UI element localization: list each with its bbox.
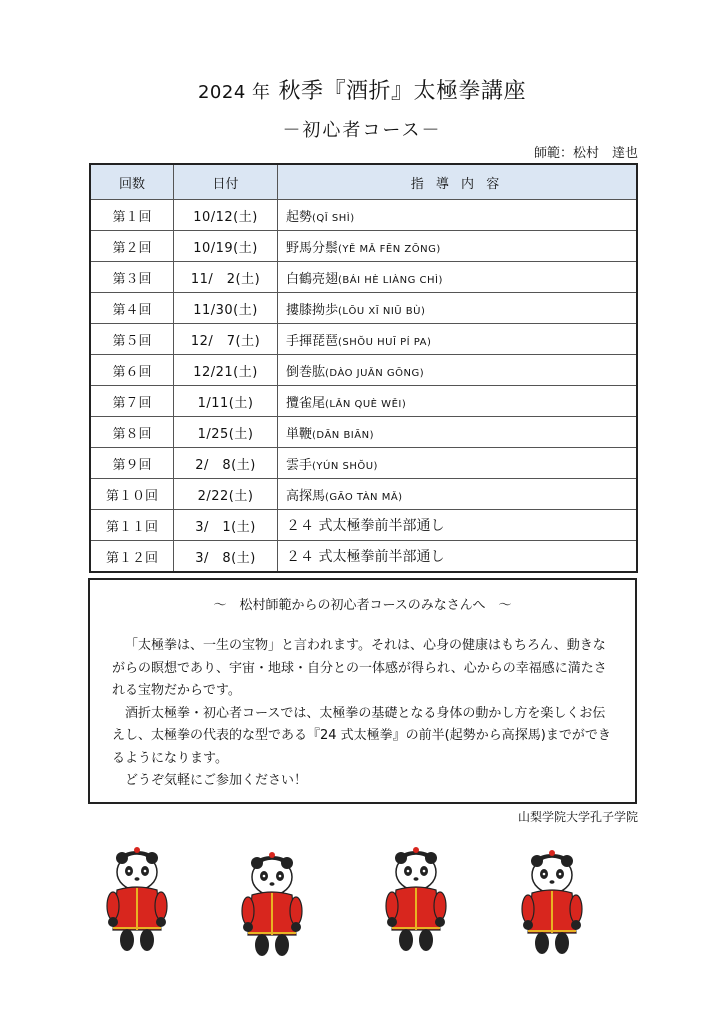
form-name: ２４ 式太極拳前半部通し bbox=[286, 518, 445, 534]
form-pinyin: (LŌU XĪ NIŪ BÙ) bbox=[338, 305, 426, 317]
form-pinyin: (GĀO TÀN MǍ) bbox=[325, 491, 403, 503]
session-number: 第８回 bbox=[90, 417, 174, 448]
schedule-table bbox=[89, 163, 638, 573]
session-number: 第５回 bbox=[90, 324, 174, 355]
form-pinyin: (BÁI HÈ LIÀNG CHÌ) bbox=[338, 274, 443, 286]
panda-figure-3 bbox=[386, 847, 446, 951]
session-content bbox=[278, 479, 638, 510]
table-row bbox=[90, 510, 637, 541]
session-content bbox=[278, 293, 638, 324]
table-row bbox=[90, 386, 637, 417]
table-row bbox=[90, 448, 637, 479]
session-number: 第３回 bbox=[90, 262, 174, 293]
table-row bbox=[90, 479, 637, 510]
form-pinyin: (DĀN BIĀN) bbox=[312, 429, 374, 441]
form-name: 起勢 bbox=[286, 209, 313, 225]
session-number: 第１１回 bbox=[90, 510, 174, 541]
form-pinyin: (YÚN SHŎU) bbox=[312, 460, 378, 472]
teacher-name: 師範：松村 達也 bbox=[533, 146, 638, 161]
form-name: 野馬分鬃 bbox=[286, 240, 339, 256]
session-content bbox=[278, 324, 638, 355]
session-number: 第６回 bbox=[90, 355, 174, 386]
session-content bbox=[278, 541, 638, 573]
session-number: 第２回 bbox=[90, 231, 174, 262]
form-pinyin: (DÀO JUǍN GŌNG) bbox=[325, 367, 425, 379]
form-name: 高探馬 bbox=[286, 488, 326, 504]
organization-name: 山梨学院大学孔子学院 bbox=[517, 810, 638, 824]
message-paragraph: 酒折太極拳・初心者コースでは、太極拳の基礎となる身体の動かし方を楽しくお伝えし、太極拳の代表的な型である『24 式太極拳』の前半(起勢から高探馬)までができるようになります。 bbox=[112, 705, 611, 766]
session-date: 12/21(土) bbox=[174, 355, 278, 386]
page-title bbox=[0, 74, 724, 105]
form-pinyin: (YĚ MǍ FĒN ZŌNG) bbox=[338, 243, 441, 255]
title-main: 秋季『酒折』太極拳講座 bbox=[278, 79, 527, 104]
column-header-date: 日付 bbox=[174, 164, 278, 200]
form-name: ２４ 式太極拳前半部通し bbox=[286, 549, 445, 565]
table-row bbox=[90, 200, 637, 231]
session-number: 第７回 bbox=[90, 386, 174, 417]
table-row bbox=[90, 417, 637, 448]
page-subtitle: －初心者コース－ bbox=[282, 120, 442, 141]
session-content bbox=[278, 386, 638, 417]
session-date: 1/11(土) bbox=[174, 386, 278, 417]
form-name: 白鶴亮翅 bbox=[286, 271, 339, 287]
column-header-content: 指 導 内 容 bbox=[278, 164, 638, 200]
session-content bbox=[278, 200, 638, 231]
session-content bbox=[278, 510, 638, 541]
table-row bbox=[90, 293, 637, 324]
session-content bbox=[278, 448, 638, 479]
message-body bbox=[112, 635, 613, 793]
form-pinyin: (SHŎU HUĪ PÍ PA) bbox=[338, 336, 432, 348]
table-row bbox=[90, 324, 637, 355]
session-content bbox=[278, 262, 638, 293]
form-name: 倒巻肱 bbox=[286, 364, 326, 380]
session-number: 第１０回 bbox=[90, 479, 174, 510]
session-date: 1/25(土) bbox=[174, 417, 278, 448]
form-pinyin: (QǏ SHÌ) bbox=[312, 212, 355, 224]
message-box bbox=[88, 578, 637, 804]
session-date: 12/ 7(土) bbox=[174, 324, 278, 355]
title-year: 2024 年 bbox=[197, 82, 271, 103]
table-row bbox=[90, 231, 637, 262]
form-name: 単鞭 bbox=[286, 426, 313, 442]
form-name: 雲手 bbox=[286, 457, 313, 473]
session-content bbox=[278, 355, 638, 386]
session-date: 10/12(土) bbox=[174, 200, 278, 231]
message-paragraph: 「太極拳は、一生の宝物」と言われます。それは、心身の健康はもちろん、動きながらの瞑想であり、宇宙・地球・自分との一体感が得られ、心からの幸福感に満たされる宝物だからです。 bbox=[112, 638, 607, 698]
session-date: 11/ 2(土) bbox=[174, 262, 278, 293]
form-pinyin: (LǍN QUÈ WĚI) bbox=[325, 398, 407, 410]
panda-illustrations bbox=[0, 845, 724, 965]
panda-figure-4 bbox=[522, 850, 582, 954]
session-date: 10/19(土) bbox=[174, 231, 278, 262]
message-title: ～ 松村師範からの初心者コースのみなさんへ ～ bbox=[213, 598, 512, 613]
form-name: 手揮琵琶 bbox=[286, 333, 339, 349]
column-header-number: 回数 bbox=[90, 164, 174, 200]
session-number: 第１回 bbox=[90, 200, 174, 231]
message-paragraph: どうぞ気軽にご参加ください！ bbox=[125, 773, 308, 788]
form-name: 摟膝拗歩 bbox=[286, 302, 339, 318]
table-header-row bbox=[90, 164, 637, 200]
table-row bbox=[90, 262, 637, 293]
panda-figure-2 bbox=[242, 852, 302, 956]
session-number: 第４回 bbox=[90, 293, 174, 324]
session-content bbox=[278, 231, 638, 262]
session-number: 第９回 bbox=[90, 448, 174, 479]
session-date: 3/ 1(土) bbox=[174, 510, 278, 541]
session-date: 2/ 8(土) bbox=[174, 448, 278, 479]
session-content bbox=[278, 417, 638, 448]
table-row bbox=[90, 541, 637, 573]
session-date: 11/30(土) bbox=[174, 293, 278, 324]
session-date: 3/ 8(土) bbox=[174, 541, 278, 573]
table-row bbox=[90, 355, 637, 386]
form-name: 攬雀尾 bbox=[286, 395, 326, 411]
session-date: 2/22(土) bbox=[174, 479, 278, 510]
panda-figure-1 bbox=[107, 847, 167, 951]
session-number: 第１２回 bbox=[90, 541, 174, 573]
